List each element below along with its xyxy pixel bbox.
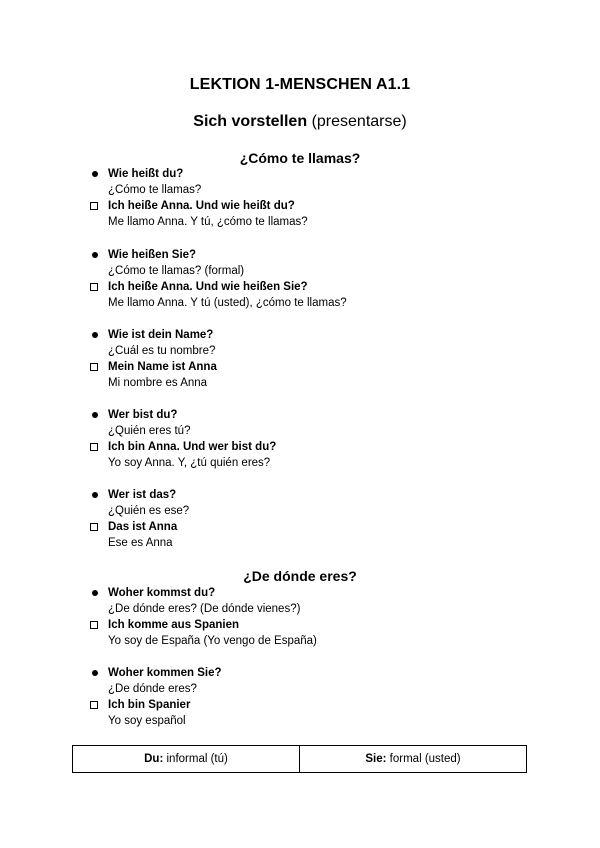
bullet-icon [92, 670, 98, 676]
question-translation: ¿Quién eres tú? [108, 425, 191, 437]
question-translation: ¿Cuál es tu nombre? [108, 345, 216, 357]
page-subtitle [0, 113, 600, 131]
checkbox-square-icon [90, 283, 98, 291]
formality-legend-table [72, 745, 527, 773]
checkbox-square-icon [90, 363, 98, 371]
question: Wer ist das? [108, 489, 177, 501]
answer: Ich bin Anna. Und wer bist du? [108, 441, 277, 453]
bullet-icon [92, 590, 98, 596]
answer-translation: Yo soy español [108, 715, 186, 727]
bullet-icon [92, 412, 98, 418]
table-row [73, 746, 527, 773]
question-translation: ¿De dónde eres? (De dónde vienes?) [108, 603, 301, 615]
checkbox-square-icon [90, 523, 98, 531]
page-title: LEKTION 1-MENSCHEN A1.1 [189, 76, 411, 93]
answer-translation: Ese es Anna [108, 537, 173, 549]
checkbox-square-icon [90, 621, 98, 629]
answer-translation: Yo soy Anna. Y, ¿tú quién eres? [108, 457, 271, 469]
question: Wie ist dein Name? [108, 329, 214, 341]
question: Wie heißt du? [108, 168, 184, 180]
legend-sie-label: Sie: [365, 753, 387, 765]
bullet-icon [92, 492, 98, 498]
subtitle-bold: Sich vorstellen [193, 113, 308, 130]
question: Wie heißen Sie? [108, 249, 197, 261]
legend-du-text: informal (tú) [166, 753, 228, 765]
question-translation: ¿Cómo te llamas? (formal) [108, 265, 245, 277]
answer-translation: Me llamo Anna. Y tú, ¿cómo te llamas? [108, 216, 308, 228]
checkbox-square-icon [90, 701, 98, 709]
legend-cell-du [73, 746, 300, 773]
answer: Mein Name ist Anna [108, 361, 217, 373]
legend-du-label: Du: [144, 753, 164, 765]
question: Woher kommen Sie? [108, 667, 222, 679]
section-heading-1: ¿Cómo te llamas? [239, 150, 361, 166]
question-translation: ¿Cómo te llamas? [108, 184, 202, 196]
answer: Das ist Anna [108, 521, 178, 533]
answer-translation: Yo soy de España (Yo vengo de España) [108, 635, 317, 647]
answer: Ich komme aus Spanien [108, 619, 240, 631]
bullet-icon [92, 171, 98, 177]
checkbox-square-icon [90, 443, 98, 451]
subtitle-normal: (presentarse) [311, 113, 407, 130]
legend-cell-sie [300, 746, 527, 773]
section-heading-2: ¿De dónde eres? [243, 568, 357, 584]
question-translation: ¿De dónde eres? [108, 683, 197, 695]
question: Wer bist du? [108, 409, 178, 421]
bullet-icon [92, 252, 98, 258]
answer: Ich heiße Anna. Und wie heißen Sie? [108, 281, 308, 293]
answer: Ich heiße Anna. Und wie heißt du? [108, 200, 295, 212]
answer-translation: Me llamo Anna. Y tú (usted), ¿cómo te llamas? [108, 297, 347, 309]
checkbox-square-icon [90, 202, 98, 210]
question-translation: ¿Quién es ese? [108, 505, 190, 517]
answer-translation: Mi nombre es Anna [108, 377, 208, 389]
bullet-icon [92, 332, 98, 338]
question: Woher kommst du? [108, 587, 216, 599]
answer: Ich bin Spanier [108, 699, 191, 711]
legend-sie-text: formal (usted) [389, 753, 461, 765]
